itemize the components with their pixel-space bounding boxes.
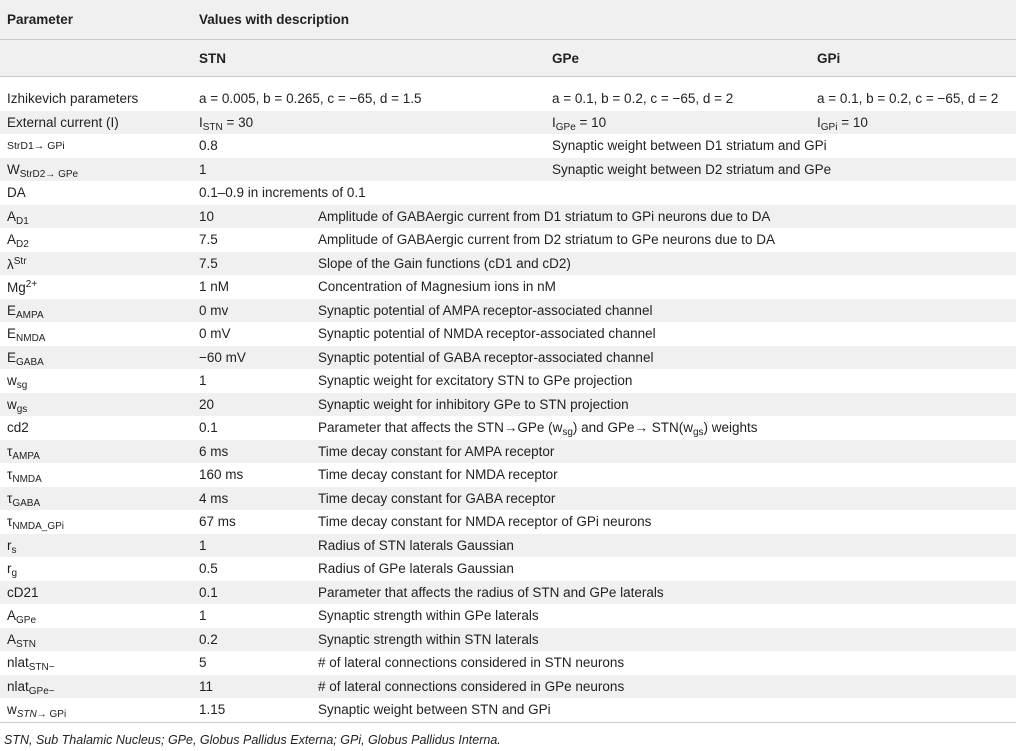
param-description: Radius of STN laterals Gaussian <box>318 537 514 553</box>
param-description: Concentration of Magnesium ions in nM <box>318 279 556 294</box>
param-name: Izhikevich parameters <box>7 91 139 106</box>
table-row <box>0 651 1016 675</box>
param-value: 0.1 <box>199 584 218 600</box>
table-row <box>0 134 1016 158</box>
param-value: 7.5 <box>199 232 218 247</box>
param-description: # of lateral connections considered in STN neurons <box>318 655 625 670</box>
param-description: Synaptic weight between D1 striatum and GPi <box>552 138 827 153</box>
table-row <box>0 322 1016 346</box>
param-description: Amplitude of GABAergic current from D1 striatum to GPi neurons due to DA <box>318 208 771 224</box>
param-name: $E_{AMPA}$ <box>7 302 44 321</box>
param-description: Synaptic strength within GPe laterals <box>318 608 539 623</box>
header-divider <box>0 39 1016 40</box>
table-row <box>0 228 1016 252</box>
param-description: Synaptic potential of AMPA receptor-associated channel <box>318 302 653 318</box>
table-header <box>0 0 1016 39</box>
table-row <box>0 604 1016 628</box>
param-name: $A_{STN}$ <box>7 631 37 650</box>
table-row <box>0 205 1016 229</box>
table-row <box>0 111 1016 135</box>
param-name: $A_{D2}$ <box>7 232 29 250</box>
param-value: 67 ms <box>199 514 236 529</box>
param-description: Time decay constant for NMDA receptor of GPi neurons <box>318 514 652 529</box>
table-row <box>0 628 1016 652</box>
param-value: 10 <box>199 208 215 224</box>
param-value: −60 mV <box>199 349 246 365</box>
param-description: Amplitude of GABAergic current from D2 striatum to GPe neurons due to DA <box>318 232 775 247</box>
param-name: $\tau_{NMDA\_GPi}$ <box>7 514 65 532</box>
table-row <box>0 299 1016 323</box>
table-row <box>0 440 1016 464</box>
param-description: Synaptic weight between STN and GPi <box>318 702 551 717</box>
param-description: Parameter that affects the STN→GPe $(w_{sg})$ and $GPe\to STN(w_{gs})$ weights <box>318 420 758 438</box>
param-value: 1 <box>199 537 207 553</box>
gpi-value: a = 0.1, b = 0.2, c = −65, d = 2 <box>817 91 999 106</box>
param-name: $w_{STN\to GPi}$ <box>7 702 67 720</box>
param-name: $W_{StrD2\to GPe}$ <box>7 161 79 180</box>
table-row <box>0 416 1016 440</box>
param-name: $r_s$ <box>7 537 17 556</box>
param-value: 0.2 <box>199 631 218 647</box>
param-name: $r_g$ <box>7 561 18 579</box>
param-name: $\tau_{GABA}$ <box>7 490 41 509</box>
parameter-header: Parameter <box>7 12 74 27</box>
param-value: 1.15 <box>199 702 226 717</box>
param-description: Time decay constant for GABA receptor <box>318 490 556 506</box>
table-row <box>0 510 1016 534</box>
param-name: $E_{GABA}$ <box>7 349 44 368</box>
param-description: Slope of the Gain functions (cD1 and cD2) <box>318 255 571 271</box>
gpe-value: $I_{GPe} = 10$ <box>552 114 607 133</box>
stn-value: $I_{STN} = 30$ <box>199 114 254 133</box>
values-header: Values with description <box>199 12 350 27</box>
table-row <box>0 557 1016 581</box>
param-name: $w_{sg}$ <box>7 373 28 391</box>
param-name: $Mg^{2+}$ <box>7 279 38 295</box>
param-value: 5 <box>199 655 207 670</box>
param-name: $\tau_{AMPA}$ <box>7 443 40 462</box>
table-footnote: STN, Sub Thalamic Nucleus; GPe, Globus Pallidus Externa; GPi, Globus Pallidus Interna. <box>4 733 501 747</box>
param-value: 7.5 <box>199 255 218 271</box>
table-row <box>0 87 1016 111</box>
table-row <box>0 698 1016 722</box>
param-description: Time decay constant for AMPA receptor <box>318 443 555 459</box>
gpi-value: $I_{GPi} = 10$ <box>817 114 868 133</box>
param-value: 0.8 <box>199 138 218 153</box>
gpe-header: GPe <box>552 51 580 66</box>
table-row <box>0 487 1016 511</box>
gpe-value: a = 0.1, b = 0.2, c = −65, d = 2 <box>552 91 734 106</box>
param-name: $\lambda^{Str}$ <box>7 255 27 272</box>
table-row <box>0 393 1016 417</box>
stn-header: STN <box>199 51 226 66</box>
param-name: cD21 <box>7 584 39 600</box>
table-row <box>0 252 1016 276</box>
param-name: cd2 <box>7 420 29 435</box>
param-value: 0.1–0.9 in increments of 0.1 <box>199 185 366 200</box>
param-description: Parameter that affects the radius of STN and GPe laterals <box>318 584 664 600</box>
table-row <box>0 369 1016 393</box>
table-row <box>0 181 1016 205</box>
param-name: External current (I) <box>7 114 119 130</box>
param-description: Synaptic weight for inhibitory GPe to STN projection <box>318 396 629 412</box>
param-value: 4 ms <box>199 490 229 506</box>
table-bottom-rule <box>0 722 1016 723</box>
table-row <box>0 158 1016 182</box>
param-name: DA <box>7 185 26 200</box>
param-value: 6 ms <box>199 443 229 459</box>
param-description: Synaptic potential of NMDA receptor-associated channel <box>318 326 656 341</box>
subheader-divider <box>0 76 1016 77</box>
table-row <box>0 463 1016 487</box>
param-value: 0 mv <box>199 302 229 318</box>
param-description: Time decay constant for NMDA receptor <box>318 467 558 482</box>
param-name: $w_{gs}$ <box>7 396 28 415</box>
param-description: Synaptic strength within STN laterals <box>318 631 539 647</box>
param-name: nlat$_{STN-}$ <box>7 655 55 673</box>
param-value: 1 <box>199 161 207 177</box>
param-description: Synaptic potential of GABA receptor-associated channel <box>318 349 654 365</box>
param-value: 0.5 <box>199 561 218 576</box>
param-value: 0.1 <box>199 420 218 435</box>
table-row <box>0 346 1016 370</box>
param-description: Synaptic weight for excitatory STN to GPe projection <box>318 373 633 388</box>
param-value: 11 <box>199 678 214 694</box>
table-row <box>0 534 1016 558</box>
param-name: StrD1→ GPi <box>7 140 65 152</box>
param-name: $\tau_{NMDA}$ <box>7 467 42 485</box>
stn-value: a = 0.005, b = 0.265, c = −65, d = 1.5 <box>199 91 422 106</box>
table-row <box>0 675 1016 699</box>
param-value: 1 <box>199 608 207 623</box>
param-name: $A_{GPe}$ <box>7 608 37 626</box>
param-value: 0 mV <box>199 326 231 341</box>
table-subheader <box>0 39 1016 76</box>
param-name: nlat$_{GPe-}$ <box>7 678 55 697</box>
param-description: # of lateral connections considered in GPe neurons <box>318 678 625 694</box>
param-description: Synaptic weight between D2 striatum and GPe <box>552 161 832 177</box>
param-value: 20 <box>199 396 215 412</box>
param-description: Radius of GPe laterals Gaussian <box>318 561 514 576</box>
param-value: 160 ms <box>199 467 244 482</box>
table-row <box>0 275 1016 299</box>
param-name: $A_{D1}$ <box>7 208 29 227</box>
param-name: $E_{NMDA}$ <box>7 326 46 344</box>
gpi-header: GPi <box>817 51 841 66</box>
param-value: 1 nM <box>199 279 230 294</box>
param-value: 1 <box>199 373 207 388</box>
table-row <box>0 581 1016 605</box>
